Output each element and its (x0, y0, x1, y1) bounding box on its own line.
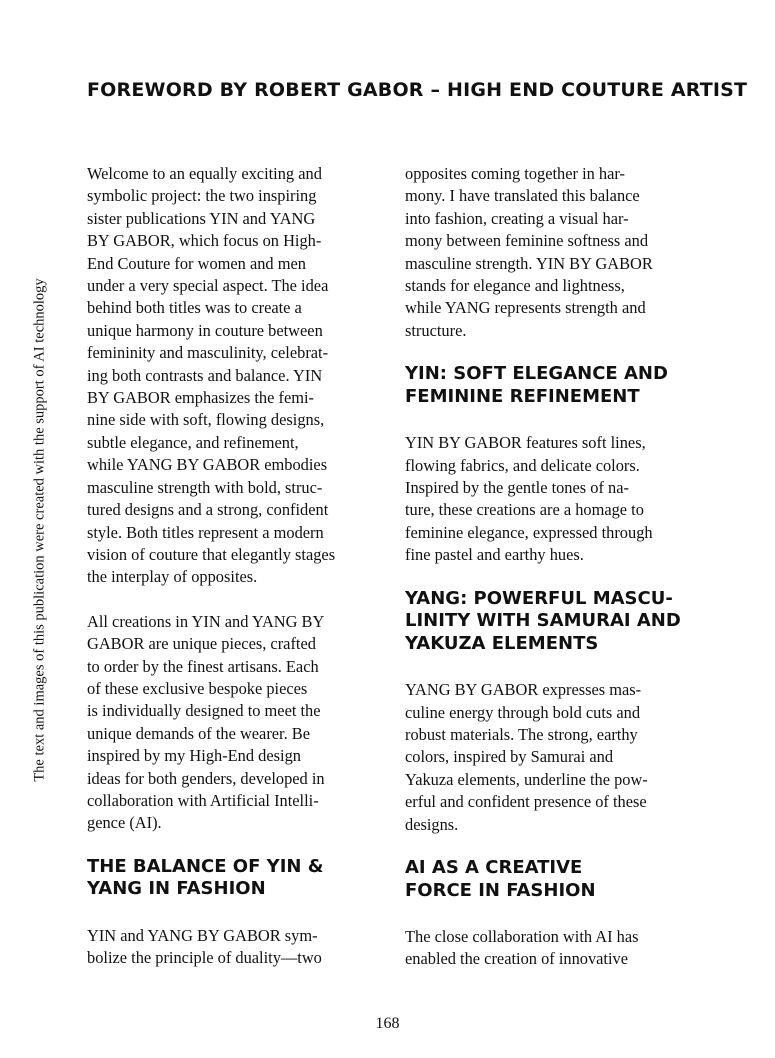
text-line: culine energy through bold cuts and (405, 702, 641, 722)
text-line: FEMININE REFINEMENT (405, 385, 640, 407)
text-line: robust materials. The strong, earthy (405, 725, 638, 744)
text-line: nine side with soft, flowing designs, (87, 410, 325, 430)
text-line: Inspired by the gentle tones of na- (405, 478, 629, 498)
text-line: THE BALANCE OF YIN & (87, 855, 324, 877)
text-line: tured designs and a strong, confident (87, 500, 329, 520)
text-line: YIN and YANG BY GABOR sym- (87, 925, 318, 945)
text-line: the interplay of opposites. (87, 567, 258, 587)
right-column (405, 163, 695, 971)
text-line: The close collaboration with AI has (405, 927, 639, 947)
text-line: bolize the principle of duality—two (87, 948, 322, 968)
text-line: BY GABOR, which focus on High- (87, 231, 322, 251)
text-line: unique demands of the wearer. Be (87, 723, 311, 743)
text-line: BY GABOR emphasizes the femi- (87, 388, 314, 408)
heading-yin-soft-elegance (405, 363, 695, 408)
paragraph-unique-pieces (87, 611, 377, 835)
heading-ai-creative-force (405, 857, 695, 902)
text-line: symbolic project: the two inspiring (87, 186, 317, 206)
text-line: stands for elegance and lightness, (405, 276, 625, 296)
text-line: YIN: SOFT ELEGANCE AND (405, 363, 668, 385)
text-line: behind both titles was to create a (87, 298, 302, 318)
heading-yang-powerful-masculinity (405, 588, 695, 656)
text-line: mony. I have translated this balance (405, 186, 640, 206)
text-line: to order by the finest artisans. Each (87, 656, 319, 676)
paragraph-ai-collaboration (405, 926, 695, 971)
text-line: is individually designed to meet the (87, 701, 321, 721)
text-line: under a very special aspect. The idea (87, 276, 329, 296)
text-line: YANG: POWERFUL MASCU- (405, 587, 673, 609)
ai-disclaimer-side-note: The text and images of this publication were created with the support of AI technology (31, 278, 48, 782)
paragraph-opposites (405, 163, 695, 342)
text-line: style. Both titles represent a modern (87, 522, 324, 542)
text-line: colors, inspired by Samurai and (405, 747, 614, 767)
text-line: while YANG represents strength and (405, 298, 646, 318)
text-line: YIN BY GABOR features soft lines, (405, 433, 646, 453)
text-line: YAKUZA ELEMENTS (405, 632, 599, 654)
paragraph-yin-features (405, 432, 695, 566)
heading-balance-of-yin-yang (87, 856, 377, 901)
paragraph-yang-expresses (405, 679, 695, 836)
text-line: fine pastel and earthy hues. (405, 545, 584, 565)
paragraph-welcome (87, 163, 377, 589)
text-line: GABOR are unique pieces, crafted (87, 634, 316, 654)
text-line: YANG BY GABOR expresses mas- (405, 680, 642, 700)
text-line: mony between feminine softness and (405, 231, 649, 251)
text-line: masculine strength with bold, struc- (87, 477, 323, 497)
text-line: End Couture for women and men (87, 253, 306, 273)
text-line: opposites coming together in har- (405, 164, 625, 183)
text-line: erful and confident presence of these (405, 792, 647, 812)
text-line: enabled the creation of innovative (405, 949, 629, 969)
text-line: gence (AI). (87, 813, 162, 833)
left-column (87, 163, 377, 970)
text-line: designs. (405, 814, 459, 834)
text-line: sister publications YIN and YANG (87, 208, 316, 228)
page-title: FOREWORD BY ROBERT GABOR – HIGH END COUTURE ARTIST (87, 79, 748, 101)
text-line: subtle elegance, and refinement, (87, 432, 299, 452)
text-line: inspired by my High-End design (87, 746, 301, 766)
text-line: masculine strength. YIN BY GABOR (405, 253, 653, 273)
text-line: All creations in YIN and YANG BY (87, 611, 325, 631)
text-line: ing both contrasts and balance. YIN (87, 365, 323, 385)
text-line: unique harmony in couture between (87, 320, 323, 340)
text-line: into fashion, creating a visual har- (405, 208, 629, 228)
text-line: FORCE IN FASHION (405, 879, 596, 901)
text-line: collaboration with Artificial Intelli- (87, 790, 319, 810)
text-line: structure. (405, 320, 467, 340)
text-line: femininity and masculinity, celebrat- (87, 343, 329, 363)
paragraph-duality (87, 925, 377, 970)
text-line: feminine elegance, expressed through (405, 522, 653, 542)
text-line: Yakuza elements, underline the pow- (405, 769, 648, 789)
text-line: of these exclusive bespoke pieces (87, 678, 308, 698)
text-line: AI AS A CREATIVE (405, 857, 583, 879)
text-line: LINITY WITH SAMURAI AND (405, 610, 681, 632)
text-line: vision of couture that elegantly stages (87, 544, 336, 564)
text-line: flowing fabrics, and delicate colors. (405, 455, 640, 475)
text-line: while YANG BY GABOR embodies (87, 455, 328, 475)
text-line: Welcome to an equally exciting and (87, 164, 322, 183)
text-line: YANG IN FASHION (87, 878, 266, 900)
text-line: ideas for both genders, developed in (87, 768, 325, 788)
page-number: 168 (375, 1015, 400, 1032)
text-line: ture, these creations are a homage to (405, 500, 644, 520)
